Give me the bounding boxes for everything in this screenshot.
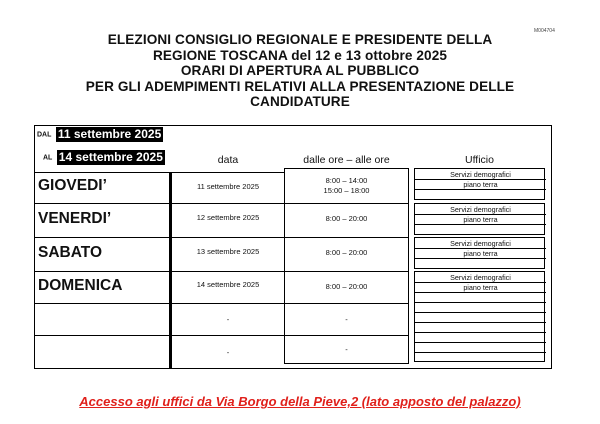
- document-code: M004704: [534, 28, 555, 34]
- divider: [415, 312, 546, 313]
- page-title: [0, 32, 600, 110]
- table-row: [35, 204, 169, 238]
- day-label: SABATO: [38, 244, 103, 261]
- office-floor: piano terra: [463, 249, 498, 258]
- divider: [415, 332, 546, 333]
- column-header-office: Ufficio: [465, 154, 494, 166]
- date-cell: 12 settembre 2025: [196, 213, 260, 222]
- column-header-date: data: [217, 154, 239, 166]
- hours-column: [284, 168, 409, 364]
- date-range-to: [43, 149, 165, 167]
- divider: [415, 322, 546, 323]
- office-floor: piano terra: [463, 180, 498, 189]
- table-row: [35, 304, 169, 336]
- table-row: [285, 272, 408, 304]
- divider: [415, 292, 546, 293]
- from-prefix: DAL: [37, 131, 52, 139]
- hours-cell: 8:00 – 20:00: [325, 214, 368, 223]
- divider: [415, 302, 546, 303]
- table-row: [172, 238, 284, 272]
- title-line-4: PER GLI ADEMPIMENTI RELATIVI ALLA PRESENTAZIONE DELLE: [85, 78, 515, 94]
- hours-cell: 8:00 – 20:00: [325, 282, 368, 291]
- table-row: [172, 336, 284, 369]
- hours-cell: 8:00 – 20:00: [325, 248, 368, 257]
- table-row: [285, 169, 408, 204]
- divider: [415, 258, 546, 259]
- hours-cell: 8:00 – 14:00: [325, 176, 368, 185]
- office-box: [414, 168, 545, 200]
- day-label: GIOVEDI’: [38, 177, 107, 194]
- hours-cell: -: [345, 315, 348, 324]
- office-name: Servizi demografici: [450, 170, 511, 179]
- office-floor: piano terra: [463, 215, 498, 224]
- date-cell: 14 settembre 2025: [196, 280, 260, 289]
- office-box: [414, 237, 545, 269]
- office-name: Servizi demografici: [450, 273, 511, 282]
- title-line-3: ORARI DI APERTURA AL PUBBLICO: [180, 63, 420, 79]
- table-row: [35, 173, 169, 204]
- date-column: [172, 172, 284, 368]
- day-label: DOMENICA: [38, 277, 123, 294]
- divider: [415, 224, 546, 225]
- table-row: [285, 304, 408, 336]
- table-row: [285, 238, 408, 272]
- table-row: [172, 304, 284, 336]
- table-row: [172, 272, 284, 304]
- table-row: [35, 336, 169, 369]
- date-cell: 11 settembre 2025: [197, 182, 259, 191]
- divider: [415, 342, 546, 343]
- column-header-hours: dalle ore – alle ore: [303, 154, 390, 166]
- hours-cell: 15:00 – 18:00: [323, 186, 370, 195]
- divider: [415, 352, 546, 353]
- divider: [415, 189, 546, 190]
- table-row: [285, 204, 408, 238]
- title-line-1: ELEZIONI CONSIGLIO REGIONALE E PRESIDENTE DELLA: [107, 32, 493, 47]
- table-row: [285, 336, 408, 363]
- office-floor: piano terra: [463, 283, 498, 292]
- table-row: [35, 238, 169, 272]
- office-name: Servizi demografici: [450, 239, 511, 248]
- table-row: [35, 272, 169, 304]
- office-name: Servizi demografici: [450, 205, 511, 214]
- title-line-5: CANDIDATURE: [250, 94, 350, 110]
- access-note: Accesso agli uffici da Via Borgo della Pieve,2 (lato apposto del palazzo): [79, 394, 521, 409]
- date-cell: -: [226, 315, 230, 324]
- date-cell: -: [226, 348, 230, 357]
- title-line-2: REGIONE TOSCANA del 12 e 13 ottobre 2025: [152, 47, 448, 63]
- office-box: [414, 271, 545, 362]
- date-range-from: [37, 126, 163, 144]
- day-column: [35, 172, 172, 368]
- day-label: VENERDI’: [38, 210, 112, 227]
- office-column: [414, 168, 545, 364]
- from-date: 11 settembre 2025: [57, 127, 162, 142]
- table-row: [172, 173, 284, 204]
- table-row: [172, 204, 284, 238]
- date-cell: 13 settembre 2025: [196, 247, 260, 256]
- to-prefix: AL: [43, 154, 53, 162]
- office-box: [414, 203, 545, 235]
- to-date: 14 settembre 2025: [58, 150, 163, 165]
- hours-cell: -: [345, 345, 348, 354]
